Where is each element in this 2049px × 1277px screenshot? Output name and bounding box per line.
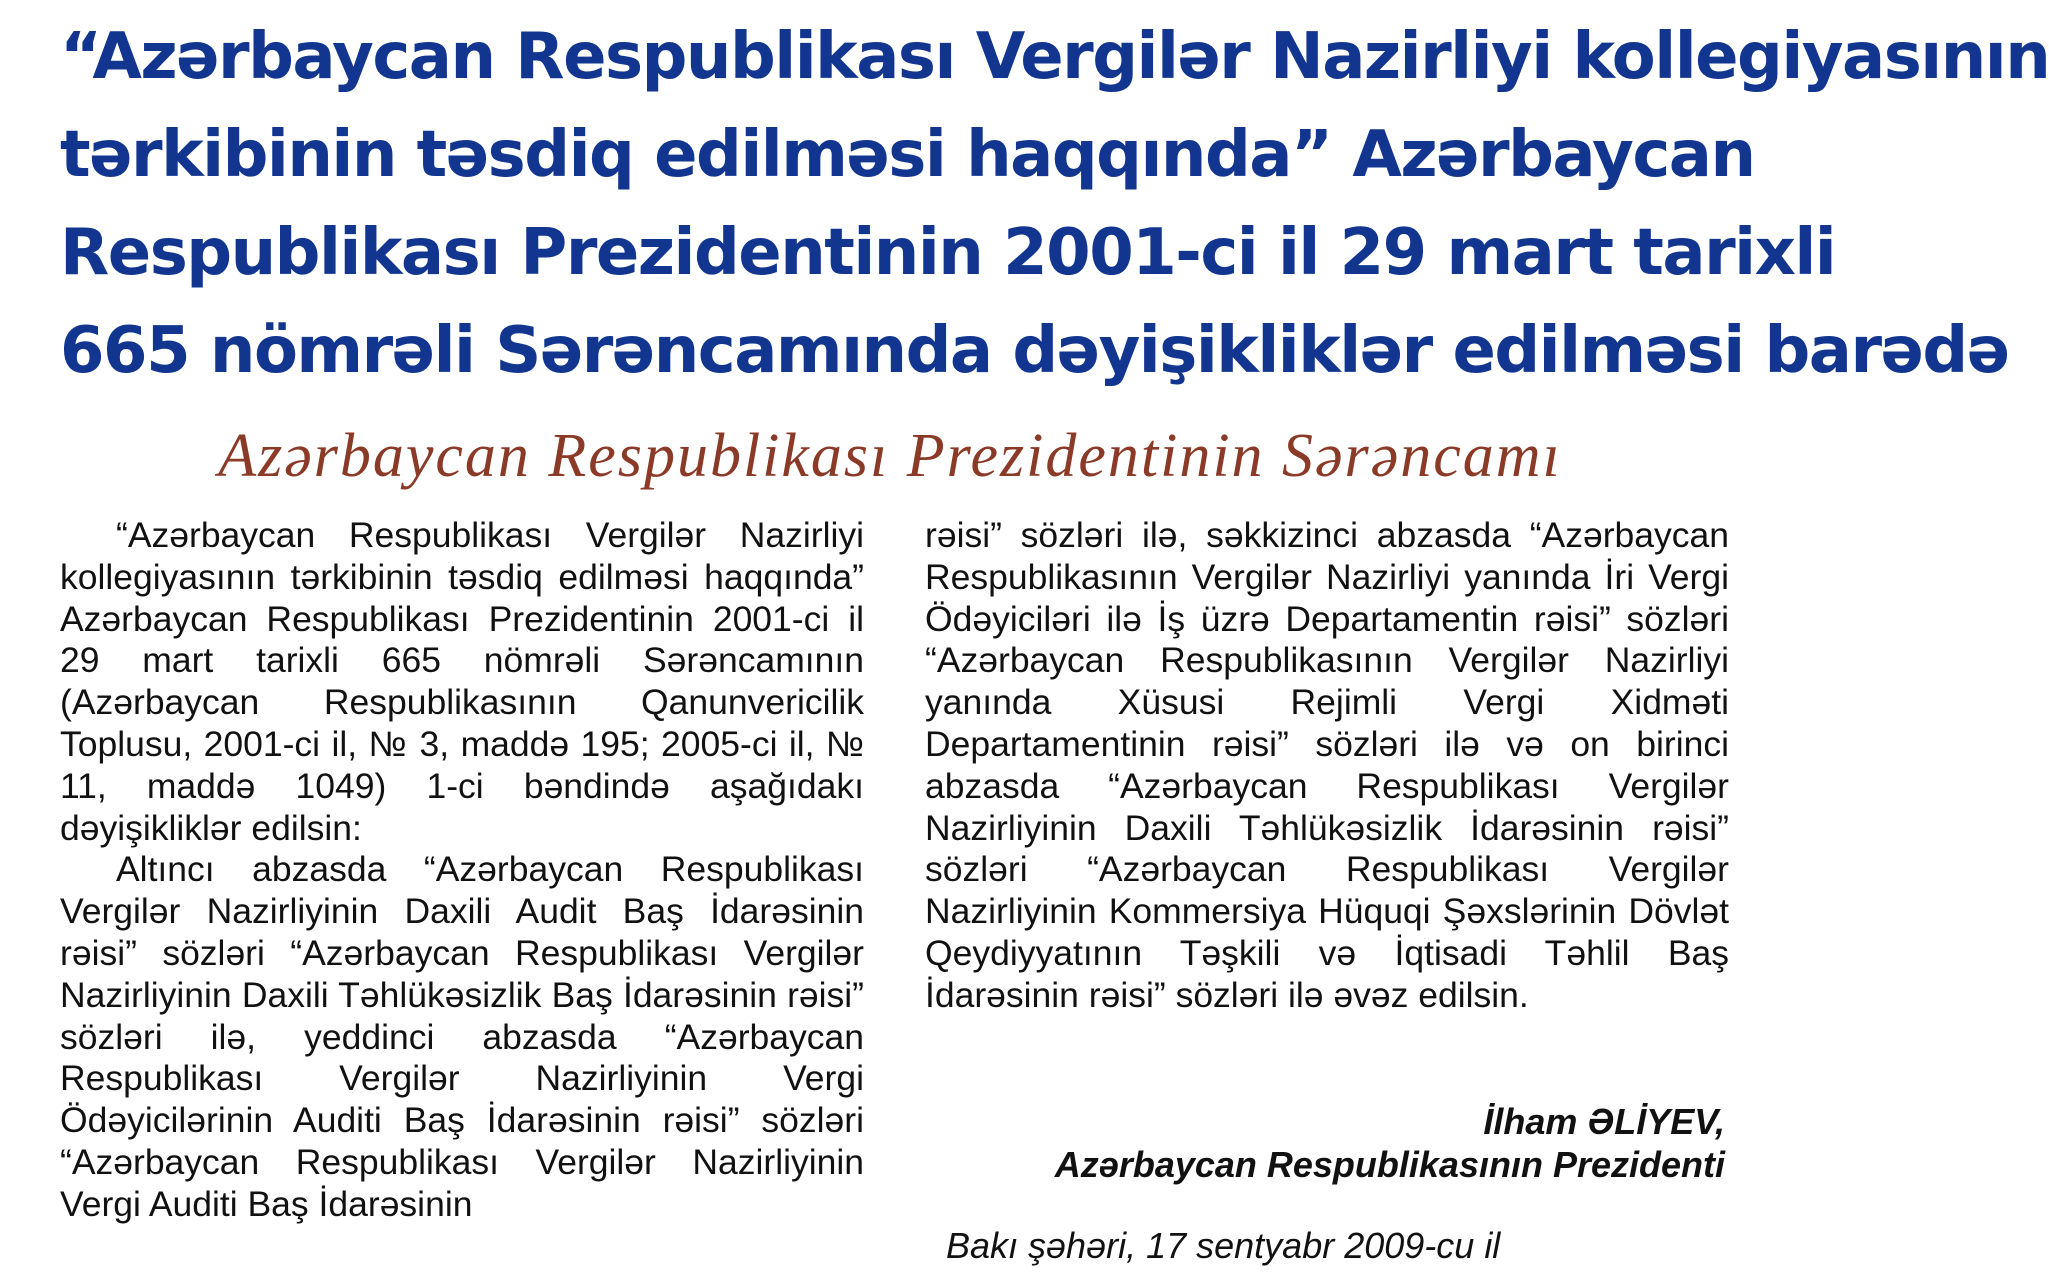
document-subtitle: Azərbaycan Respublikası Prezidentinin Sərəncamı [218,422,1562,490]
title-line-3: Respublikası Prezidentinin 2001-ci il 29 mart tarixli [60,216,1836,290]
left-column [60,515,864,1226]
right-column [925,515,1729,1017]
title-line-1: “Azərbaycan Respublikası Vergilər Nazirliyi kollegiyasının [60,20,2049,94]
title-line-4: 665 nömrəli Sərəncamında dəyişikliklər edilməsi barədə [60,314,2009,388]
document-title [60,8,2049,400]
signature-block [1055,1100,1725,1186]
body-paragraph-2: Altıncı abzasda “Azərbaycan Respublikası Vergilər Nazirliyinin Daxili Audit Baş İdarəsinin rəisi” sözləri “Azərbaycan Respublikası Vergilər Nazirliyinin Daxili Təhlükəsizlik Baş İdarəsinin rəisi” sözləri ilə, yeddinci abzasda “Azərbaycan Respublikası Vergilər Nazirliyinin Vergi Ödəyicilərinin Auditi Baş İdarəsinin rəisi” sözləri “Azərbaycan Respublikası Vergilər Nazirliyinin Vergi Auditi Baş İdarəsinin [60,849,864,1224]
body-paragraph-2-continued: rəisi” sözləri ilə, səkkizinci abzasda “Azərbaycan Respublikasının Vergilər Nazirliyi yanında İri Vergi Ödəyiciləri ilə İş üzrə Departamentin rəisi” sözləri “Azərbaycan Respublikasının Vergilər Nazirliyi yanında Xüsusi Rejimli Vergi Xidməti Departamentinin rəisi” sözləri ilə və on birinci abzasda “Azərbaycan Respublikası Vergilər Nazirliyinin Daxili Təhlükəsizlik İdarəsinin rəisi” sözləri “Azərbaycan Respublikası Vergilər Nazirliyinin Kommersiya Hüquqi Şəxslərinin Dövlət Qeydiyyatının Təşkili və İqtisadi Təhlil Baş İdarəsinin rəisi” sözləri ilə əvəz edilsin. [925,515,1729,1015]
title-line-2: tərkibinin təsdiq edilməsi haqqında” Azərbaycan [60,118,1755,192]
place-date: Bakı şəhəri, 17 sentyabr 2009-cu il [946,1225,1501,1266]
signature-position: Azərbaycan Respublikasının Prezidenti [1054,1144,1725,1185]
signature-name: İlham ƏLİYEV, [1483,1101,1725,1142]
body-paragraph-1: “Azərbaycan Respublikası Vergilər Nazirliyi kollegiyasının tərkibinin təsdiq edilməsi haqqında” Azərbaycan Respublikası Prezidentinin 2001-ci il 29 mart tarixli 665 nömrəli Sərəncamının (Azərbaycan Respublikasının Qanunvericilik Toplusu, 2001-ci il, № 3, maddə 195; 2005-ci il, № 11, maddə 1049) 1-ci bəndində aşağıdakı dəyişikliklər edilsin: [60,515,864,848]
